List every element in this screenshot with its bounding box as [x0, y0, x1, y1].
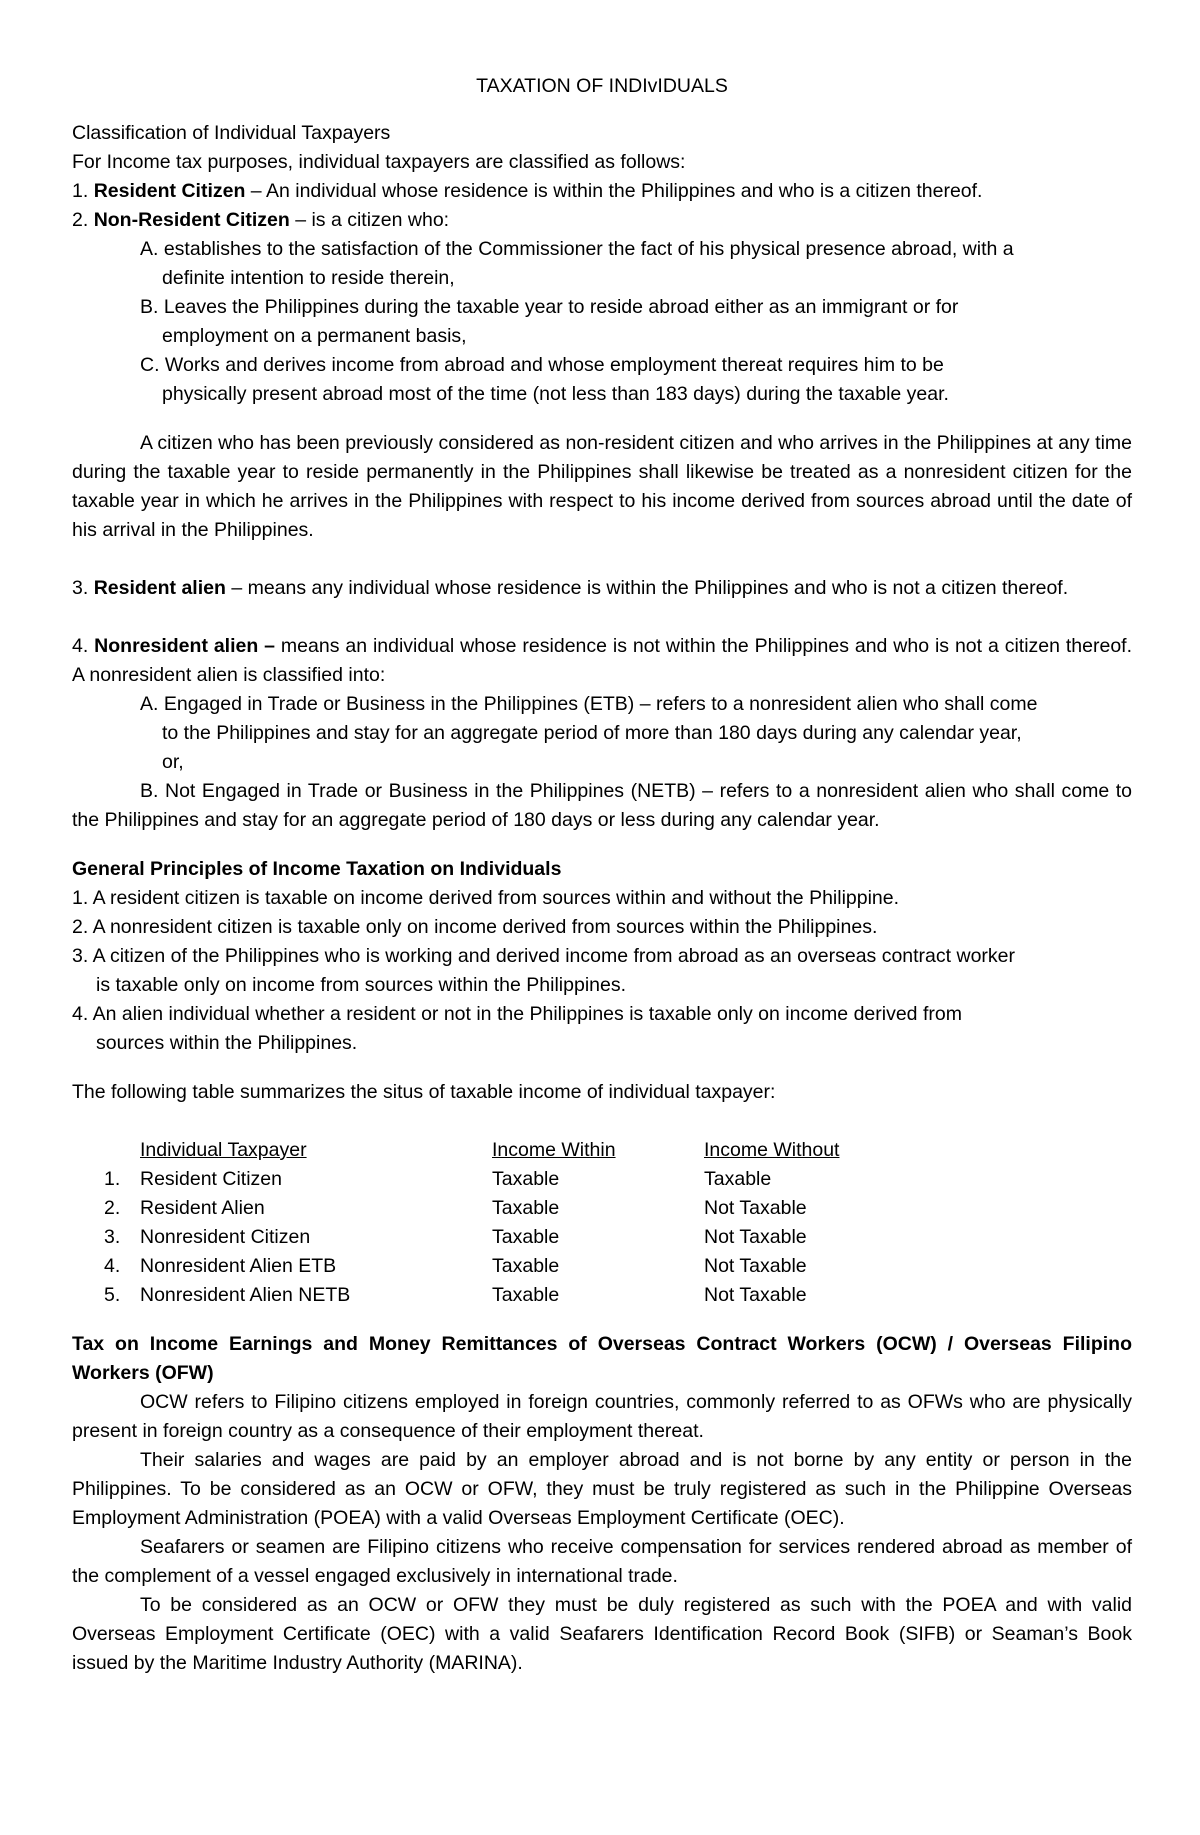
principle-item-4-cont: sources within the Philippines. [96, 1032, 358, 1054]
header-income-without [704, 1136, 874, 1165]
principle-item-3-cont: is taxable only on income from sources within the Philippines. [96, 974, 627, 996]
sub-item-c: C. Works and derives income from abroad and whose employment thereat requires him to be [140, 354, 944, 376]
sub-item-c-cont: physically present abroad most of the time (not less than 183 days) during the taxable year. [162, 383, 949, 405]
item-number: 4. [72, 1003, 89, 1025]
row-number: 5. [104, 1284, 121, 1306]
principle-item-3 [72, 942, 1132, 971]
item-term: Resident alien [93, 577, 226, 599]
cell-within: Taxable [492, 1284, 560, 1306]
item-text: A resident citizen is taxable on income derived from sources within and without the Philippine. [92, 887, 900, 909]
item-term: Resident Citizen [93, 180, 246, 202]
cell-within: Taxable [492, 1168, 560, 1190]
sub-item-a: A. establishes to the satisfaction of the Commissioner the fact of his physical presence abroad, with a [140, 238, 1014, 260]
item-term: Non-Resident Citizen [93, 209, 290, 231]
principle-item-4 [72, 1000, 1132, 1029]
header-label: Income Without [704, 1139, 840, 1161]
sub-item-netb: B. Not Engaged in Trade or Business in the Philippines (NETB) – refers to a nonresident alien who shall come to the Philippines and stay for an aggregate period of 180 days or less during any calendar year. [72, 780, 1132, 831]
cell-taxpayer: Nonresident Alien ETB [140, 1255, 337, 1277]
header-label: Individual Taxpayer [140, 1139, 307, 1161]
header-label: Income Within [492, 1139, 616, 1161]
item-number: 3. [72, 945, 89, 967]
sub-item-etb-cont2: or, [162, 751, 184, 773]
sub-item-b: B. Leaves the Philippines during the taxable year to reside abroad either as an immigrant or for [140, 296, 959, 318]
cell-without: Not Taxable [704, 1226, 807, 1248]
item-number: 1. [72, 180, 89, 202]
class-item-1 [72, 177, 1132, 206]
cell-taxpayer: Nonresident Citizen [140, 1226, 311, 1248]
principle-item-2 [72, 913, 1132, 942]
item-number: 1. [72, 887, 89, 909]
item-text: – means any individual whose residence is within the Philippines and who is not a citizen thereof. [225, 577, 1069, 599]
item-number: 2. [72, 209, 89, 231]
item-number: 2. [72, 916, 89, 938]
sub-item-a-cont: definite intention to reside therein, [162, 267, 455, 289]
cell-taxpayer: Resident Citizen [140, 1168, 282, 1190]
table-row [104, 1281, 874, 1310]
sub-item-etb-cont: to the Philippines and stay for an aggregate period of more than 180 days during any calendar year, [162, 722, 1022, 744]
class-item-4 [72, 632, 1132, 690]
cell-without: Not Taxable [704, 1255, 807, 1277]
cell-without: Taxable [704, 1168, 772, 1190]
ocw-paragraph-1: OCW refers to Filipino citizens employed in foreign countries, commonly referred to as OFWs who are physically present in foreign country as a consequence of their employment thereat. [72, 1391, 1132, 1442]
cell-taxpayer: Nonresident Alien NETB [140, 1284, 351, 1306]
cell-within: Taxable [492, 1255, 560, 1277]
principle-item-1 [72, 884, 1132, 913]
classification-heading: Classification of Individual Taxpayers [72, 122, 391, 144]
ocw-paragraph-3: Seafarers or seamen are Filipino citizens who receive compensation for services rendered abroad as member of the complement of a vessel engaged exclusively in international trade. [72, 1536, 1132, 1587]
item-number: 3. [72, 577, 89, 599]
sub-item-b-cont: employment on a permanent basis, [162, 325, 467, 347]
document-page [72, 72, 1132, 1678]
table-row [104, 1165, 874, 1194]
item-text: An alien individual whether a resident or not in the Philippines is taxable only on income derived from [92, 1003, 962, 1025]
cell-within: Taxable [492, 1197, 560, 1219]
item-text: – An individual whose residence is within the Philippines and who is a citizen thereof. [245, 180, 983, 202]
item-text: A citizen of the Philippines who is working and derived income from abroad as an overseas contract worker [92, 945, 1015, 967]
table-row [104, 1194, 874, 1223]
table-row [104, 1252, 874, 1281]
header-income-within [492, 1136, 704, 1165]
cell-within: Taxable [492, 1226, 560, 1248]
row-number: 3. [104, 1226, 121, 1248]
principles-heading: General Principles of Income Taxation on Individuals [72, 858, 562, 880]
row-number: 1. [104, 1168, 121, 1190]
cell-taxpayer: Resident Alien [140, 1197, 265, 1219]
document-title: TAXATION OF INDIvIDUALS [476, 75, 728, 97]
item-number: 4. [72, 635, 89, 657]
row-number: 2. [104, 1197, 121, 1219]
item-text: – is a citizen who: [289, 209, 450, 231]
table-intro: The following table summarizes the situs of taxable income of individual taxpayer: [72, 1081, 776, 1103]
nonresident-citizen-paragraph: A citizen who has been previously considered as non-resident citizen and who arrives in the Philippines at any time during the taxable year to reside permanently in the Philippines shall likewise be treated as a nonresident citizen for the taxable year in which he arrives in the Philippines with respect to his income derived from sources abroad until the date of his arrival in the Philippines. [72, 432, 1132, 541]
item-term: Nonresident alien – [94, 635, 276, 657]
item-text: means an individual whose residence is not within the Philippines and who is not a citizen thereof. A nonresident alien is classified into: [72, 635, 1132, 686]
classification-intro: For Income tax purposes, individual taxpayers are classified as follows: [72, 151, 686, 173]
sub-item-etb: A. Engaged in Trade or Business in the Philippines (ETB) – refers to a nonresident alien who shall come [140, 693, 1038, 715]
item-text: A nonresident citizen is taxable only on income derived from sources within the Philippines. [92, 916, 878, 938]
ocw-paragraph-4: To be considered as an OCW or OFW they must be duly registered as such with the POEA and with valid Overseas Employment Certificate (OEC) with a valid Seafarers Identification Record Book (SIFB) or Seaman’s Book issued by the Maritime Industry Authority (MARINA). [72, 1594, 1132, 1674]
cell-without: Not Taxable [704, 1284, 807, 1306]
table-header-row [104, 1136, 874, 1165]
ocw-paragraph-2: Their salaries and wages are paid by an employer abroad and is not borne by any entity or person in the Philippines. To be considered as an OCW or OFW, they must be truly registered as such in the Philippine Overseas Employment Administration (POEA) with a valid Overseas Employment Certificate (OEC). [72, 1449, 1132, 1529]
header-individual-taxpayer [140, 1136, 492, 1165]
cell-without: Not Taxable [704, 1197, 807, 1219]
row-number: 4. [104, 1255, 121, 1277]
class-item-2 [72, 206, 1132, 235]
situs-table [104, 1136, 874, 1310]
class-item-3 [72, 574, 1132, 603]
ocw-heading: Tax on Income Earnings and Money Remittances of Overseas Contract Workers (OCW) / Overseas Filipino Workers (OFW) [72, 1333, 1132, 1384]
table-row [104, 1223, 874, 1252]
